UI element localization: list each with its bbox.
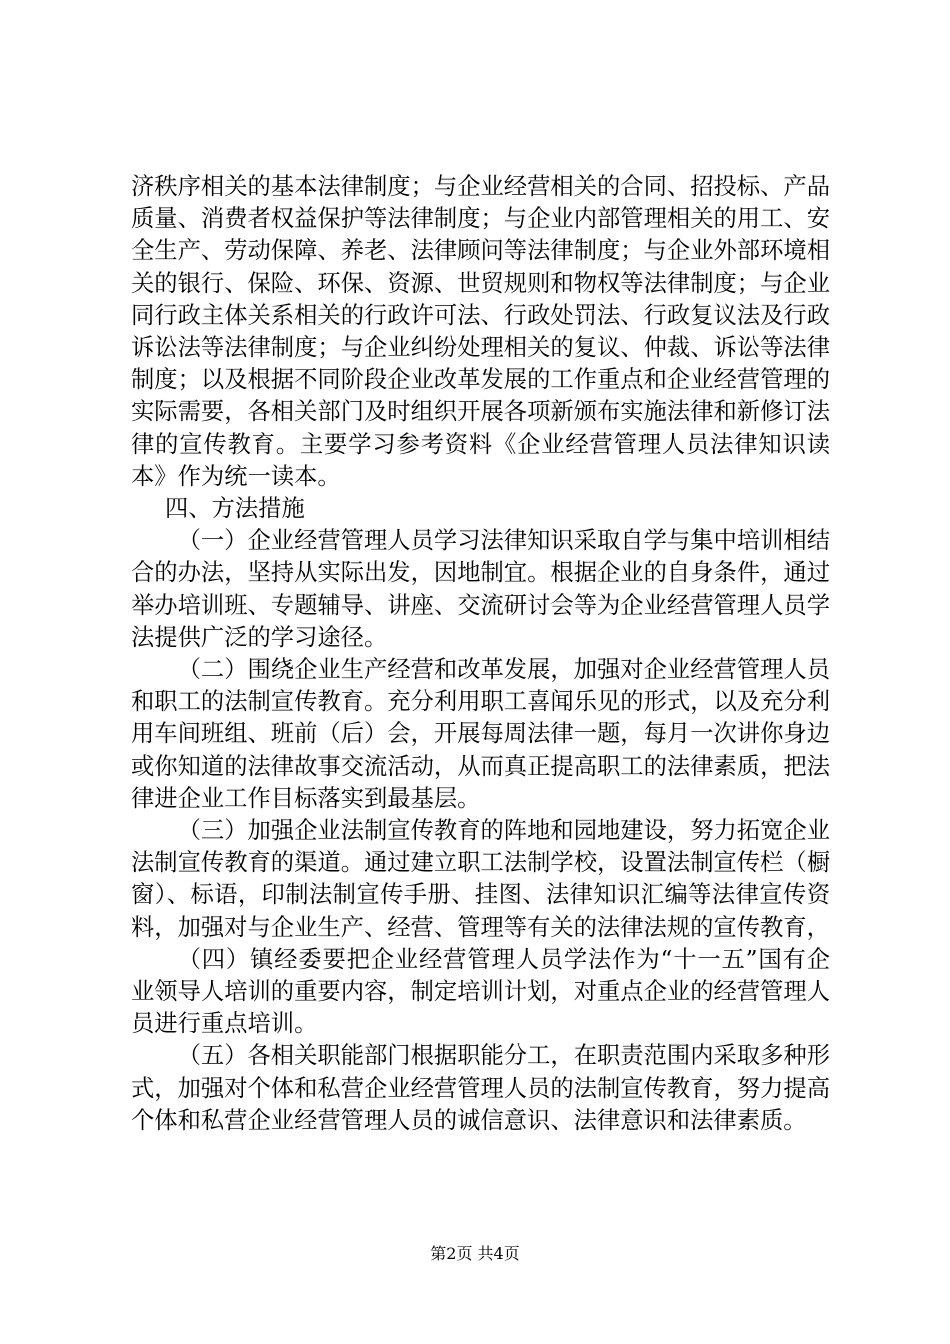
paragraph-measure-3: （三）加强企业法制宣传教育的阵地和园地建设，努力拓宽企业法制宣传教育的渠道。通过建立职工法制学校，设置法制宣传栏（橱窗）、标语，印制法制宣传手册、挂图、法律知识汇编等法律宣传资料，加强对与企业生产、经营、管理等有关的法律法规的宣传教育， [131, 817, 830, 941]
page-number-footer: 第2页 共4页 [430, 1244, 520, 1263]
paragraph-measure-4: （四）镇经委要把企业经营管理人员学法作为“十一五”国有企业领导人培训的重要内容，制定培训计划，对重点企业的经营管理人员进行重点培训。 [131, 945, 830, 1038]
paragraph-measure-1: （一）企业经营管理人员学习法律知识采取自学与集中培训相结合的办法，坚持从实际出发，因地制宜。根据企业的自身条件，通过举办培训班、专题辅导、讲座、交流研讨会等为企业经营管理人员学法提供广泛的学习途径。 [131, 527, 830, 651]
paragraph-measure-5: （五）各相关职能部门根据职能分工，在职责范围内采取多种形式，加强对个体和私营企业经营管理人员的法制宣传教育，努力提高个体和私营企业经营管理人员的诚信意识、法律意识和法律素质。 [131, 1042, 830, 1134]
section-heading-methods: 四、方法措施 [165, 495, 305, 523]
paragraph-measure-2: （二）围绕企业生产经营和改革发展，加强对企业经营管理人员和职工的法制宣传教育。充分利用职工喜闻乐见的形式，以及充分利用车间班组、班前（后）会，开展每周法律一题，每月一次讲你身边或你知道的法律故事交流活动，从而真正提高职工的法律素质，把法律进企业工作目标落实到最基层。 [131, 656, 830, 812]
document-body [131, 171, 830, 1137]
paragraph-continuation: 济秩序相关的基本法律制度；与企业经营相关的合同、招投标、产品质量、消费者权益保护等法律制度；与企业内部管理相关的用工、安全生产、劳动保障、养老、法律顾问等法律制度；与企业外部环境相关的银行、保险、环保、资源、世贸规则和物权等法律制度；与企业同行政主体关系相关的行政许可法、行政处罚法、行政复议法及行政诉讼法等法律制度；与企业纠纷处理相关的复议、仲裁、诉讼等法律制度；以及根据不同阶段企业改革发展的工作重点和企业经营管理的实际需要，各相关部门及时组织开展各项新颁布实施法律和新修订法律的宣传教育。主要学习参考资料《企业经营管理人员法律知识读本》作为统一读本。 [131, 173, 830, 490]
